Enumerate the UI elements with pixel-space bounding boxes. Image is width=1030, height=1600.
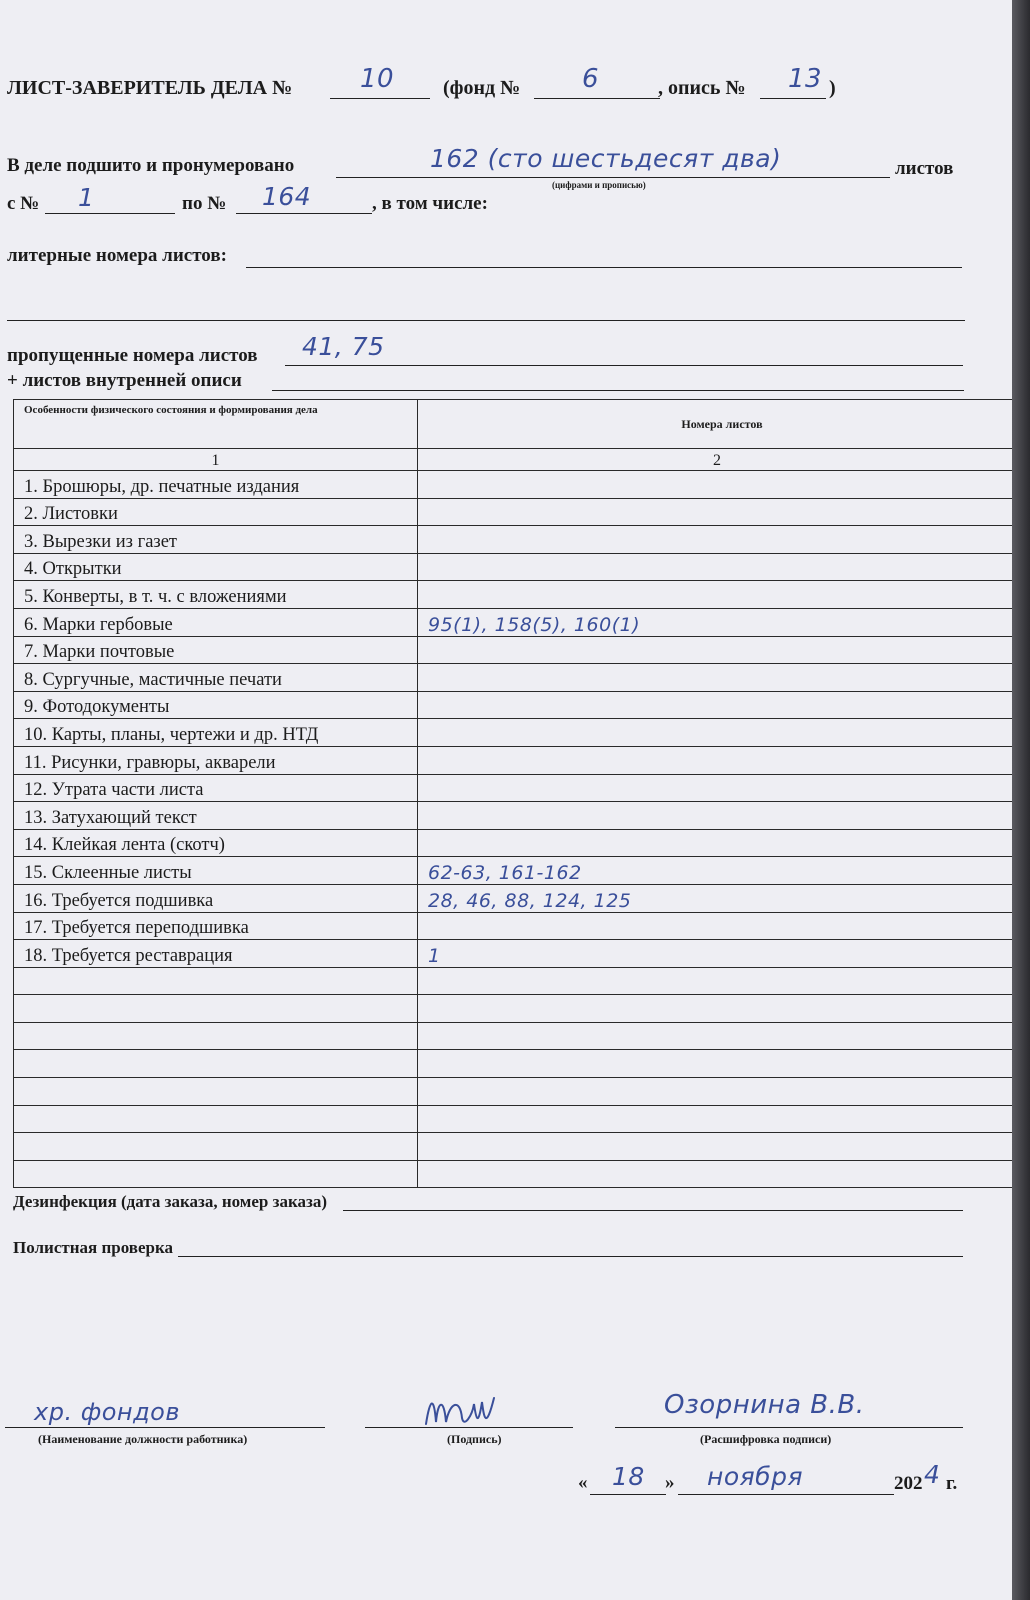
row-feature-label: 11. Рисунки, гравюры, акварели (14, 746, 418, 774)
condition-table (13, 399, 1012, 1188)
row-feature-label (14, 1022, 418, 1050)
internal-inventory-line (272, 390, 964, 391)
header-close-paren: ) (829, 77, 836, 99)
sheets-value: 162 (сто шестьдесят два) (430, 144, 782, 173)
table-row (14, 1160, 1013, 1188)
row-sheet-numbers (418, 774, 1013, 802)
row-feature-label: 10. Карты, планы, чертежи и др. НТД (14, 719, 418, 747)
row-feature-label (14, 1050, 418, 1078)
from-label: с № (7, 193, 40, 214)
row-sheet-numbers: 62-63, 161-162 (418, 857, 1013, 885)
table-row (14, 1022, 1013, 1050)
row-sheet-numbers (418, 1022, 1013, 1050)
name-line (615, 1427, 963, 1428)
table-header-col1: Особенности физического состояния и формирования дела (14, 400, 418, 449)
letter-numbers-line (246, 267, 962, 268)
to-value: 164 (262, 182, 312, 211)
table-row (14, 774, 1013, 802)
case-number-line (330, 98, 430, 99)
table-row (14, 912, 1013, 940)
row-feature-label: 3. Вырезки из газет (14, 526, 418, 554)
row-sheet-numbers (418, 912, 1013, 940)
inventory-number-line (760, 98, 826, 99)
table-row (14, 940, 1013, 968)
including-label: , в том числе: (372, 193, 488, 214)
row-feature-label: 4. Открытки (14, 553, 418, 581)
row-feature-label: 16. Требуется подшивка (14, 884, 418, 912)
table-header-col2: Номера листов (418, 400, 1013, 449)
page-edge-shadow (1012, 0, 1030, 1600)
row-feature-label: 15. Склеенные листы (14, 857, 418, 885)
date-year-prefix: 202 (894, 1473, 923, 1494)
table-row (14, 967, 1013, 995)
row-feature-label: 1. Брошюры, др. печатные издания (14, 471, 418, 499)
row-sheet-numbers (418, 995, 1013, 1023)
sheets-suffix: листов (895, 158, 954, 179)
date-month-line (678, 1494, 894, 1495)
fund-label: (фонд № (443, 77, 521, 99)
row-feature-label: 13. Затухающий текст (14, 802, 418, 830)
table-col2-number: 2 (418, 449, 1013, 471)
row-sheet-numbers (418, 471, 1013, 499)
row-feature-label: 17. Требуется переподшивка (14, 912, 418, 940)
table-row (14, 1050, 1013, 1078)
date-month: ноября (707, 1462, 804, 1491)
disinfection-line (343, 1210, 963, 1211)
table-row (14, 636, 1013, 664)
table-row (14, 664, 1013, 692)
row-sheet-numbers (418, 1050, 1013, 1078)
row-feature-label (14, 1105, 418, 1133)
row-feature-label: 18. Требуется реставрация (14, 940, 418, 968)
row-feature-label: 9. Фотодокументы (14, 691, 418, 719)
row-sheet-numbers (418, 691, 1013, 719)
header-title: ЛИСТ-ЗАВЕРИТЕЛЬ ДЕЛА № (7, 77, 293, 99)
inventory-label: , опись № (658, 77, 746, 99)
row-sheet-numbers (418, 553, 1013, 581)
table-number-row (14, 449, 1013, 471)
name-value: Озорнина В.В. (664, 1390, 865, 1420)
date-day: 18 (612, 1462, 645, 1491)
row-sheet-numbers (418, 719, 1013, 747)
internal-inventory-label: + листов внутренней описи (7, 370, 242, 391)
sheets-hint: (цифрами и прописью) (552, 180, 646, 190)
row-sheet-numbers (418, 526, 1013, 554)
to-label: по № (182, 193, 227, 214)
row-sheet-numbers (418, 498, 1013, 526)
from-line (45, 213, 175, 214)
check-label: Полистная проверка (13, 1238, 174, 1257)
table-row (14, 884, 1013, 912)
table-row (14, 802, 1013, 830)
row-sheet-numbers (418, 802, 1013, 830)
position-caption: (Наименование должности работника) (38, 1432, 248, 1446)
row-sheet-numbers: 95(1), 158(5), 160(1) (418, 608, 1013, 636)
table-row (14, 829, 1013, 857)
row-feature-label (14, 1160, 418, 1188)
table-row (14, 1133, 1013, 1161)
signature-mark (420, 1388, 500, 1432)
table-row (14, 1105, 1013, 1133)
row-sheet-numbers (418, 581, 1013, 609)
signature-caption: (Подпись) (447, 1432, 502, 1446)
row-feature-label (14, 967, 418, 995)
missing-numbers-value: 41, 75 (302, 332, 385, 361)
row-sheet-numbers: 28, 46, 88, 124, 125 (418, 884, 1013, 912)
row-sheet-numbers (418, 664, 1013, 692)
table-row (14, 746, 1013, 774)
row-sheet-numbers (418, 636, 1013, 664)
position-line (5, 1427, 325, 1428)
table-row (14, 471, 1013, 499)
table-row (14, 691, 1013, 719)
table-row (14, 719, 1013, 747)
missing-numbers-label: пропущенные номера листов (7, 345, 258, 366)
row-feature-label: 12. Утрата части листа (14, 774, 418, 802)
date-close-quote: » (665, 1472, 675, 1493)
table-row (14, 1078, 1013, 1106)
date-open-quote: « (578, 1472, 588, 1493)
name-caption: (Расшифровка подписи) (700, 1432, 832, 1446)
table-header-row (14, 400, 1013, 449)
row-feature-label: 6. Марки гербовые (14, 608, 418, 636)
row-feature-label (14, 1078, 418, 1106)
row-feature-label: 5. Конверты, в т. ч. с вложениями (14, 581, 418, 609)
row-feature-label (14, 1133, 418, 1161)
table-row (14, 608, 1013, 636)
disinfection-label: Дезинфекция (дата заказа, номер заказа) (13, 1192, 328, 1211)
date-day-line (590, 1494, 666, 1495)
case-number-value: 10 (360, 64, 395, 94)
row-sheet-numbers (418, 1105, 1013, 1133)
fund-number-line (534, 98, 660, 99)
missing-numbers-line (285, 365, 963, 366)
sheets-value-line (336, 177, 890, 178)
table-row (14, 857, 1013, 885)
inventory-number-value: 13 (788, 64, 823, 94)
row-sheet-numbers (418, 746, 1013, 774)
row-feature-label: 2. Листовки (14, 498, 418, 526)
date-year-suffix: 4 (924, 1460, 941, 1489)
row-feature-label: 8. Сургучные, мастичные печати (14, 664, 418, 692)
table-col1-number: 1 (14, 449, 418, 471)
fund-number-value: 6 (582, 64, 600, 94)
sheets-label: В деле подшито и пронумеровано (7, 155, 295, 176)
table-row (14, 553, 1013, 581)
table-row (14, 498, 1013, 526)
row-sheet-numbers (418, 1133, 1013, 1161)
signature-line (365, 1427, 573, 1428)
table-row (14, 995, 1013, 1023)
row-feature-label: 7. Марки почтовые (14, 636, 418, 664)
letter-numbers-line-2 (7, 320, 965, 321)
table-row (14, 526, 1013, 554)
row-sheet-numbers (418, 967, 1013, 995)
row-sheet-numbers (418, 1078, 1013, 1106)
row-sheet-numbers: 1 (418, 940, 1013, 968)
to-line (236, 213, 372, 214)
row-sheet-numbers (418, 829, 1013, 857)
row-feature-label (14, 995, 418, 1023)
row-sheet-numbers (418, 1160, 1013, 1188)
row-feature-label: 14. Клейкая лента (скотч) (14, 829, 418, 857)
letter-numbers-label: литерные номера листов: (7, 245, 227, 266)
position-value: хр. фондов (34, 1398, 181, 1426)
from-value: 1 (78, 183, 95, 212)
check-line (178, 1256, 963, 1257)
date-year-end: г. (946, 1473, 958, 1494)
table-row (14, 581, 1013, 609)
